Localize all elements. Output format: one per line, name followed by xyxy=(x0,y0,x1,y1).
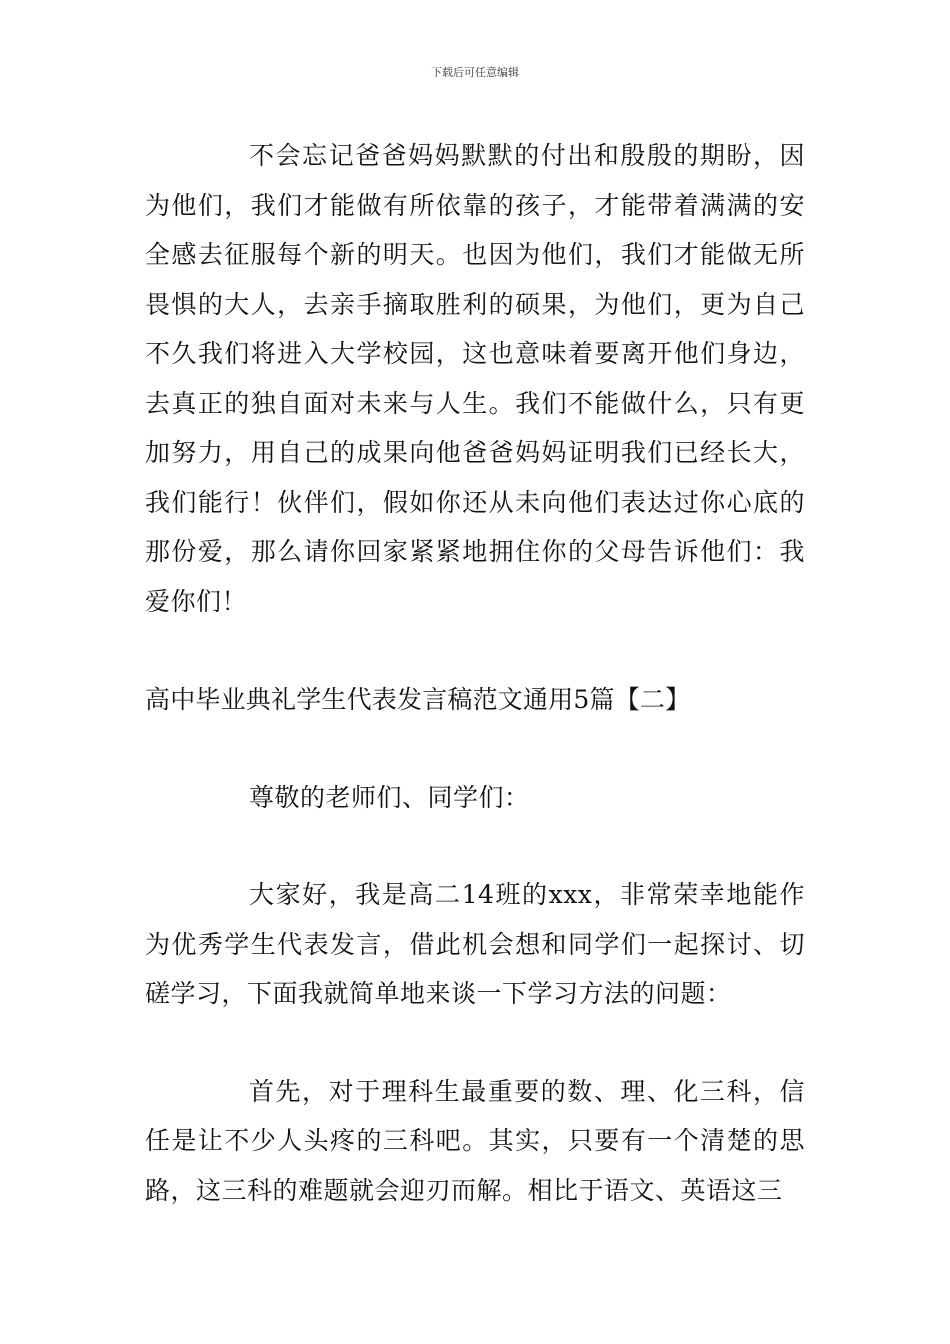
paragraph-introduction: 大家好，我是高二14班的xxx，非常荣幸地能作为优秀学生代表发言，借此机会想和同学们一起探讨、切磋学习，下面我就简单地来谈一下学习方法的问题： xyxy=(145,880,805,1008)
greeting: 尊敬的老师们、同学们： xyxy=(249,782,530,812)
paragraph-study-methods: 首先，对于理科生最重要的数、理、化三科，信任是让不少人头疼的三科吧。其实，只要有一个清楚的思路，这三科的难题就会迎刃而解。相比于语文、英语这三 xyxy=(145,1076,805,1205)
paragraph-spacer xyxy=(145,822,805,870)
document-body xyxy=(145,131,805,1215)
paragraph-parents-gratitude: 不会忘记爸爸妈妈默默的付出和殷殷的期盼，因为他们，我们才能做有所依靠的孩子，才能带着满满的安全感去征服每个新的明天。也因为他们，我们才能做无所畏惧的大人，去亲手摘取胜利的硕果，为他们，更为自己不久我们将进入大学校园，这也意味着要离开他们身边，去真正的独自面对未来与人生。我们不能做什么，只有更加努力，用自己的成果向他爸爸妈妈证明我们已经长大，我们能行！伙伴们，假如你还从未向他们表达过你心底的那份爱，那么请你回家紧紧地拥住你的父母告诉他们：我爱你们！ xyxy=(145,141,805,616)
paragraph-spacer xyxy=(145,725,805,773)
section-title: 高中毕业典礼学生代表发言稿范文通用5篇【二】 xyxy=(145,685,691,714)
paragraph-spacer xyxy=(145,1019,805,1067)
paragraph-spacer xyxy=(145,626,805,675)
page-header: 下载后可任意编辑 xyxy=(431,66,519,79)
